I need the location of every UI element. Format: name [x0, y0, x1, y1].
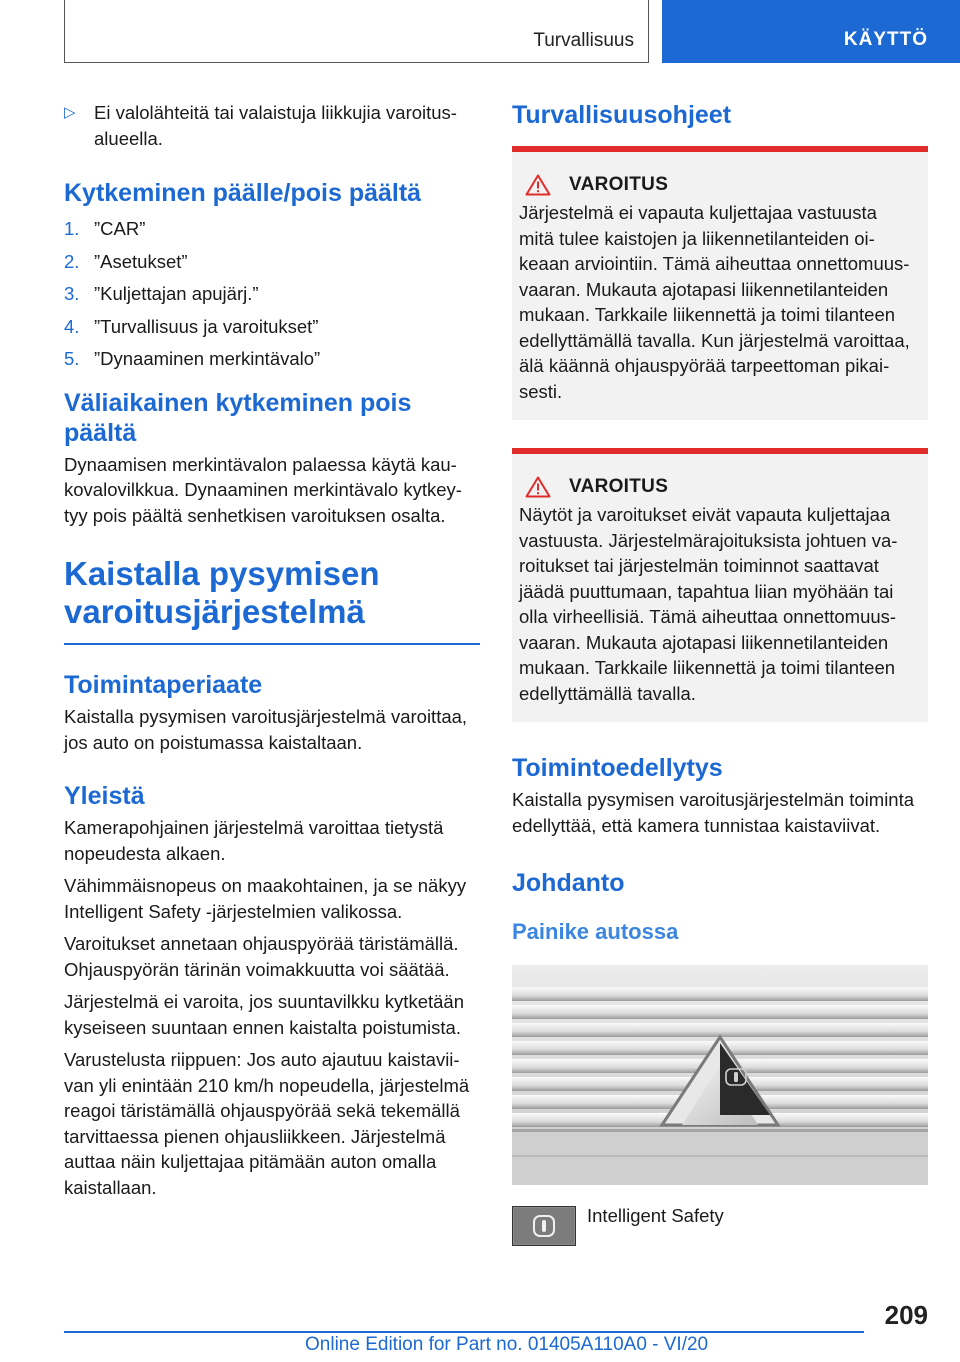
header-chapter-tab: [662, 0, 960, 63]
footer-divider: [64, 1331, 864, 1333]
warning-text-line: keaan arviointiin. Tämä aiheuttaa onnettomuus-: [519, 253, 910, 274]
header-section-box: [64, 0, 649, 63]
paragraph-line: Vähimmäisnopeus on maakohtainen, ja se näkyy: [64, 875, 467, 896]
left-column: [64, 100, 480, 1200]
heading-button-in-car: Painike autossa: [512, 919, 679, 944]
step-text: ”CAR”: [94, 218, 146, 239]
step-item: [64, 281, 480, 307]
warning-text-line: edellyttämällä tavalla. Kun järjestelmä varoittaa,: [519, 329, 910, 351]
heading-line: päältä: [64, 418, 137, 447]
button-legend: [512, 1206, 928, 1246]
step-item: [64, 346, 480, 372]
step-item: [64, 249, 480, 275]
paragraph-line: Kamerapohjainen järjestelmä varoittaa tietystä: [64, 817, 444, 838]
paragraph-line: Ohjauspyörän tärinän voimakkuutta voi säätää.: [64, 958, 450, 980]
paragraph-line: tarvittaessa pienen ohjausliikkeen. Järjestelmä: [64, 1125, 446, 1147]
warning-box: [512, 448, 928, 722]
step-number: 4.: [64, 315, 80, 337]
chapter-title-line: varoitusjärjestelmä: [64, 593, 365, 630]
warning-text-line: jäädä puuttumaan, tapahtua liian myöhään tai: [519, 580, 894, 602]
step-text: ”Kuljettajan apujärj.”: [94, 283, 259, 304]
paragraph-line: Varustelusta riippuen: Jos auto ajautuu kaistavii-: [64, 1049, 460, 1070]
paragraph-line: kyseiseen suuntaan ennen kaistalta poistumista.: [64, 1016, 461, 1038]
warning-text-line: älä käännä ohjauspyörää tarpeettoman pikai-: [519, 355, 890, 376]
heading-introduction: Johdanto: [512, 869, 625, 897]
warning-text-line: Näytöt ja varoitukset eivät vapauta kuljettajaa: [519, 504, 891, 525]
heading-on-off: Kytkeminen päälle/pois päältä: [64, 179, 422, 207]
heading-precondition: Toimintoedellytys: [512, 754, 723, 782]
step-number: 2.: [64, 250, 80, 272]
title-divider: [64, 643, 480, 645]
step-text: ”Asetukset”: [94, 250, 188, 272]
paragraph-line: Järjestelmä ei varoita, jos suuntavilkku kytketään: [64, 991, 464, 1012]
paragraph-line: kaistallaan.: [64, 1176, 157, 1198]
paragraph-line: Varoitukset annetaan ohjauspyörää täristämällä.: [64, 933, 459, 954]
warning-title: VAROITUS: [569, 476, 669, 497]
warning-triangle-icon: [525, 476, 551, 498]
warning-bar: [512, 146, 928, 152]
heading-safety-instructions: Turvallisuusohjeet: [512, 101, 732, 129]
car-console-illustration: [512, 965, 928, 1185]
chapter-title-line: Kaistalla pysymisen: [64, 555, 380, 592]
warning-text-line: mukaan. Tarkkaile liikennettä ja toimi tilanteen: [519, 304, 896, 325]
paragraph-line: Dynaamisen merkintävalon palaessa käytä kau-: [64, 453, 457, 475]
step-number: 1.: [64, 218, 80, 239]
heading-line: Väliaikainen kytkeminen pois: [64, 388, 412, 417]
warning-triangle-icon: [525, 174, 551, 196]
warning-text-line: edellyttämällä tavalla.: [519, 682, 696, 704]
paragraph-line: edellyttää, että kamera tunnistaa kaistaviivat.: [512, 814, 881, 836]
paragraph-line: Intelligent Safety -järjestelmien valikossa.: [64, 900, 403, 922]
bullet-item: [64, 100, 480, 151]
paragraph-line: Kaistalla pysymisen varoitusjärjestelmä varoittaa,: [64, 706, 468, 727]
step-item: [64, 314, 480, 340]
warning-text-line: mukaan. Tarkkaile liikennettä ja toimi tilanteen: [519, 657, 896, 678]
right-column: [512, 100, 928, 1246]
paragraph-line: tyy pois päältä senhetkisen varoituksen osalta.: [64, 504, 446, 526]
bullet-text-line: Ei valolähteitä tai valaistuja liikkujia varoitus-: [94, 102, 457, 123]
heading-temporary-off: [64, 388, 480, 448]
warning-text-line: sesti.: [519, 380, 563, 402]
warning-text-line: vaaran. Mukauta ajotapasi liikennetilanteiden: [519, 631, 889, 653]
warning-text-line: mitä tulee kaistojen ja liikennetilanteiden oi-: [519, 227, 875, 249]
chapter-title: [64, 555, 480, 631]
step-text: ”Dynaaminen merkintävalo”: [94, 348, 321, 369]
step-item: [64, 216, 480, 242]
paragraph-line: auttaa näin kuljettajaa pitämään auton omalla: [64, 1151, 437, 1172]
paragraph-line: nopeudesta alkaen.: [64, 842, 226, 864]
triangle-bullet-icon: ▷: [64, 104, 76, 121]
warning-text-line: olla virheellisiä. Tämä aiheuttaa onnettomuus-: [519, 606, 897, 627]
paragraph-line: kovalovilkkua. Dynaaminen merkintävalo kytkey-: [64, 479, 462, 500]
paragraph-line: reagoi täristämällä ohjauspyörää sekä tekemällä: [64, 1100, 460, 1121]
step-text: ”Turvallisuus ja varoitukset”: [94, 315, 319, 337]
heading-principle: Toimintaperiaate: [64, 671, 263, 699]
button-photo: [512, 965, 928, 1185]
warning-text-line: vastuusta. Järjestelmärajoituksista johtuen va-: [519, 529, 898, 551]
bullet-text-line: alueella.: [94, 127, 163, 149]
step-number: 3.: [64, 283, 80, 304]
warning-text-line: roitukset tai järjestelmän toiminnot saattavat: [519, 555, 879, 576]
warning-bar: [512, 448, 928, 454]
paragraph-line: van yli enintään 210 km/h nopeudella, järjestelmä: [64, 1074, 470, 1096]
paragraph-line: Kaistalla pysymisen varoitusjärjestelmän toiminta: [512, 789, 915, 810]
button-caption: Intelligent Safety: [587, 1205, 724, 1226]
warning-box: [512, 146, 928, 420]
footer-edition-text: Online Edition for Part no. 01405A110A0 - VI/20: [305, 1334, 709, 1355]
warning-text-line: Järjestelmä ei vapauta kuljettajaa vastuusta: [519, 202, 877, 223]
warning-title: VAROITUS: [569, 174, 669, 195]
warning-text-line: vaaran. Mukauta ajotapasi liikennetilanteiden: [519, 278, 889, 300]
header-section-title: Turvallisuus: [533, 30, 634, 51]
heading-general: Yleistä: [64, 782, 145, 810]
intelligent-safety-button-icon: [512, 1206, 576, 1246]
paragraph-line: jos auto on poistumassa kaistaltaan.: [64, 731, 363, 753]
page-number: 209: [884, 1300, 928, 1330]
header-chapter-title: KÄYTTÖ: [843, 29, 928, 50]
step-number: 5.: [64, 348, 80, 369]
steps-list: [64, 216, 480, 372]
